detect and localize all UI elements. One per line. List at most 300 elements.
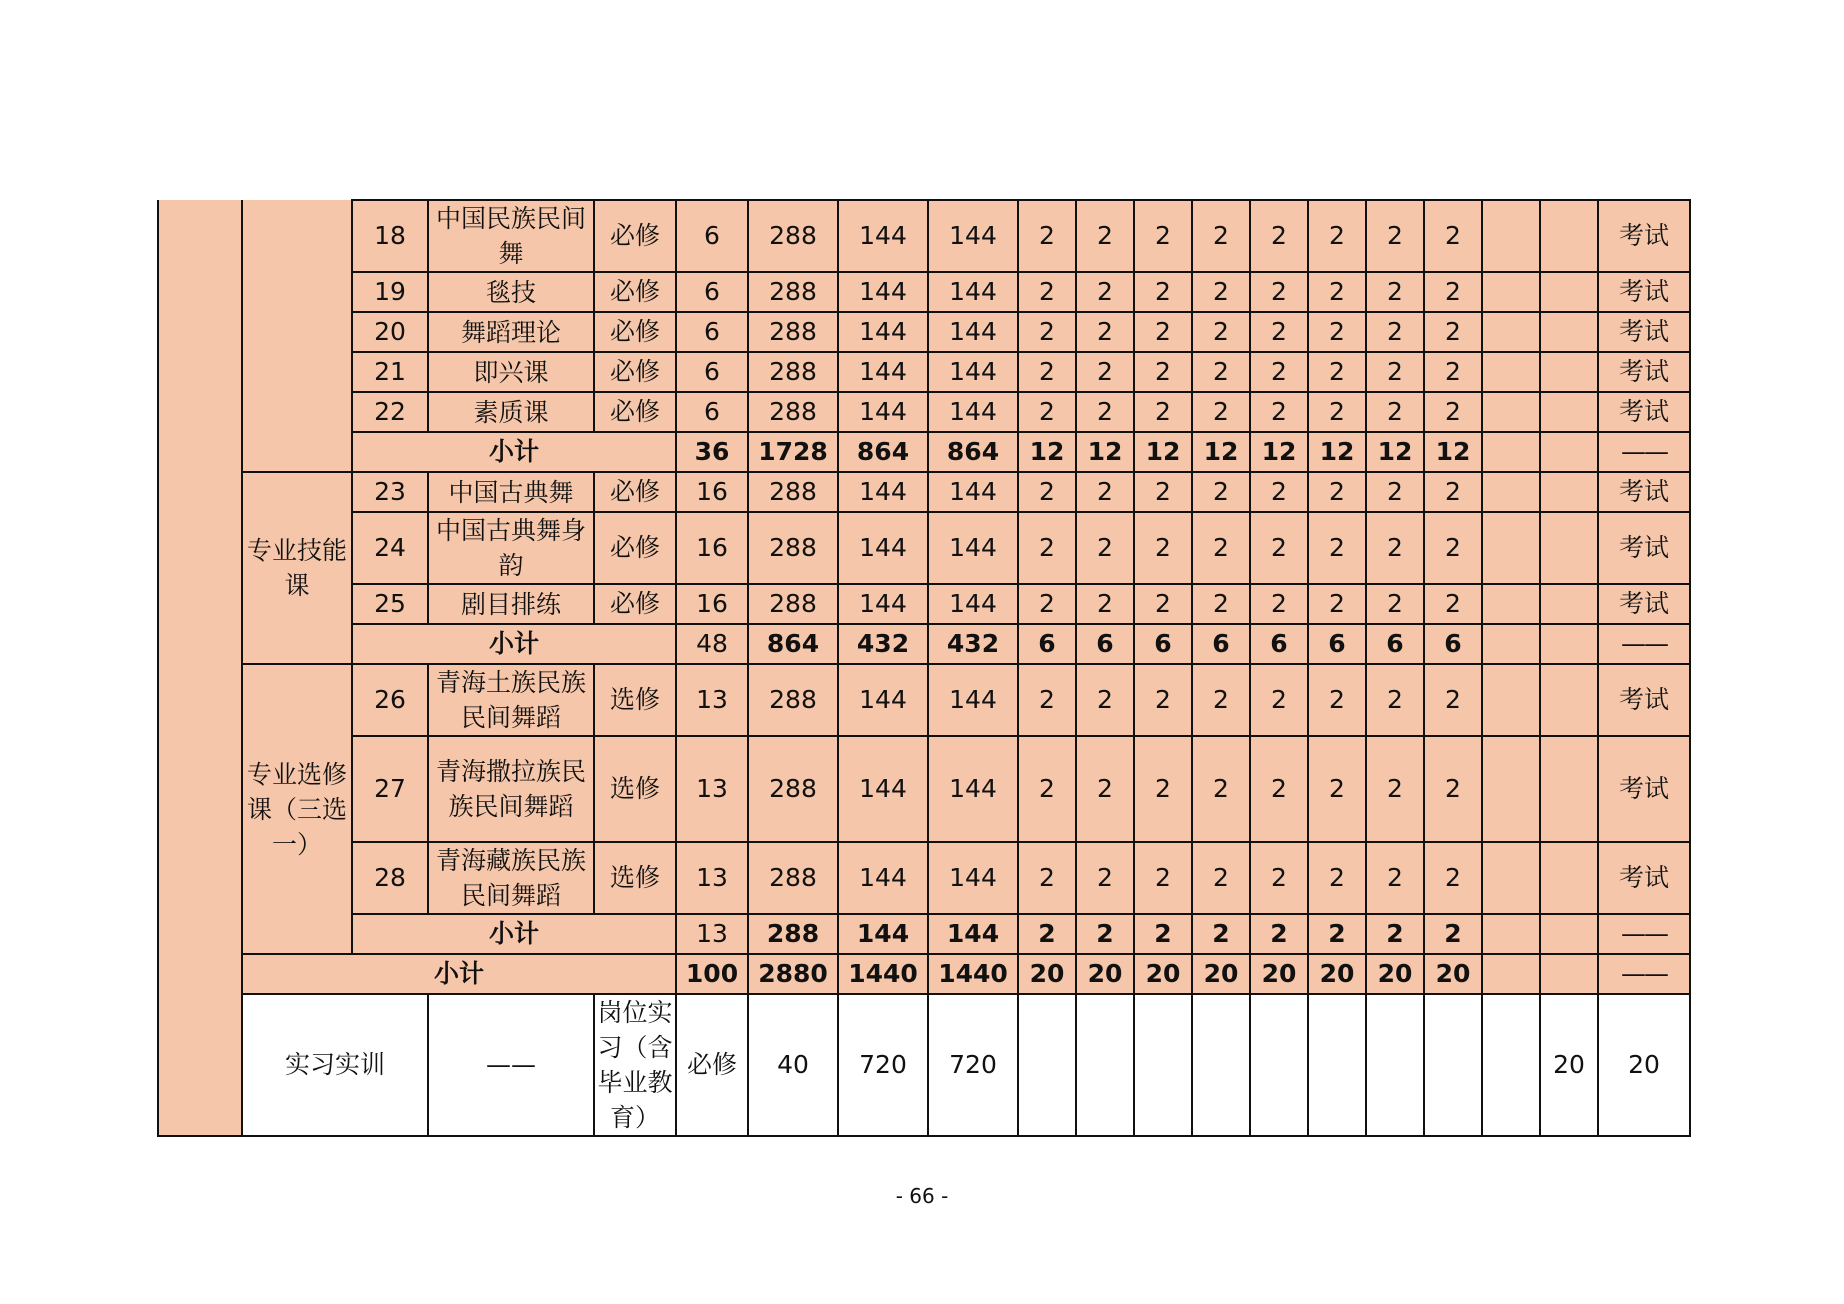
course-row — [158, 842, 1690, 914]
weekly-hours: 2 — [1308, 842, 1366, 914]
theory-hours: 144 — [838, 584, 928, 624]
category-label: 实习实训 — [242, 994, 428, 1136]
assessment-method: —— — [1598, 432, 1690, 472]
weekly-hours — [1482, 584, 1540, 624]
weekly-hours — [1540, 432, 1598, 472]
weekly-hours: 2 — [1424, 472, 1482, 512]
weekly-hours — [1540, 954, 1598, 994]
practice-hours: 144 — [928, 664, 1018, 736]
weekly-hours: 2 — [1250, 472, 1308, 512]
course-name: 毯技 — [428, 272, 594, 312]
course-name: 青海藏族民族民间舞蹈 — [428, 842, 594, 914]
weekly-hours — [1308, 994, 1366, 1136]
course-type: 必修 — [594, 200, 676, 272]
theory-hours: 144 — [838, 512, 928, 584]
course-type: 必修 — [594, 312, 676, 352]
course-name: 中国古典舞身韵 — [428, 512, 594, 584]
weekly-hours: 2 — [1076, 914, 1134, 954]
internship-row — [158, 994, 1690, 1136]
weekly-hours: 20 — [1540, 994, 1598, 1136]
weekly-hours: 2 — [1076, 472, 1134, 512]
weekly-hours: 2 — [1192, 312, 1250, 352]
course-row — [158, 352, 1690, 392]
weekly-hours: 2 — [1018, 200, 1076, 272]
course-number: 18 — [352, 200, 428, 272]
course-row — [158, 272, 1690, 312]
total-hours: 288 — [748, 512, 838, 584]
course-type: 选修 — [594, 664, 676, 736]
practice-hours: 144 — [928, 392, 1018, 432]
practice-hours: 144 — [928, 312, 1018, 352]
weekly-hours — [1482, 664, 1540, 736]
course-type: 必修 — [594, 272, 676, 312]
weekly-hours: 2 — [1076, 584, 1134, 624]
category-band — [158, 200, 242, 1136]
course-number: 26 — [352, 664, 428, 736]
weekly-hours: 6 — [1424, 624, 1482, 664]
course-name: 中国民族民间舞 — [428, 200, 594, 272]
weekly-hours: 2 — [1018, 736, 1076, 842]
weekly-hours: 2 — [1018, 312, 1076, 352]
weekly-hours: 20 — [1192, 954, 1250, 994]
assessment-method: 考试 — [1598, 512, 1690, 584]
theory-hours: 144 — [838, 200, 928, 272]
weekly-hours: 2 — [1192, 584, 1250, 624]
course-type: 选修 — [594, 842, 676, 914]
theory-hours: 144 — [838, 472, 928, 512]
course-name: 舞蹈理论 — [428, 312, 594, 352]
weekly-hours: 2 — [1424, 914, 1482, 954]
weekly-hours: 2 — [1076, 736, 1134, 842]
weekly-hours: 12 — [1366, 432, 1424, 472]
assessment-method: —— — [1598, 914, 1690, 954]
weekly-hours: 2 — [1366, 272, 1424, 312]
credits: 6 — [676, 392, 748, 432]
theory-hours: 144 — [838, 272, 928, 312]
weekly-hours: 6 — [1308, 624, 1366, 664]
total-hours: 288 — [748, 272, 838, 312]
weekly-hours: 2 — [1308, 512, 1366, 584]
course-type: 选修 — [594, 736, 676, 842]
weekly-hours: 2 — [1424, 392, 1482, 432]
weekly-hours: 2 — [1018, 272, 1076, 312]
weekly-hours: 2 — [1424, 584, 1482, 624]
weekly-hours: 2 — [1250, 664, 1308, 736]
weekly-hours: 2 — [1250, 312, 1308, 352]
course-row — [158, 472, 1690, 512]
weekly-hours: 2 — [1424, 312, 1482, 352]
course-name: 青海撒拉族民族民间舞蹈 — [428, 736, 594, 842]
weekly-hours: 2 — [1192, 842, 1250, 914]
credits: 48 — [676, 624, 748, 664]
weekly-hours: 2 — [1134, 914, 1192, 954]
total-hours: 288 — [748, 472, 838, 512]
practice-hours: 864 — [928, 432, 1018, 472]
weekly-hours: 2 — [1134, 842, 1192, 914]
weekly-hours: 2 — [1366, 392, 1424, 432]
weekly-hours — [1482, 512, 1540, 584]
assessment-method: 考试 — [1598, 472, 1690, 512]
assessment-method: 考试 — [1598, 392, 1690, 432]
weekly-hours — [1366, 994, 1424, 1136]
weekly-hours: 2 — [1308, 664, 1366, 736]
weekly-hours: 2 — [1308, 352, 1366, 392]
weekly-hours — [1540, 914, 1598, 954]
weekly-hours — [1540, 584, 1598, 624]
course-number: —— — [428, 994, 594, 1136]
weekly-hours: 2 — [1366, 512, 1424, 584]
total-hours: 1728 — [748, 432, 838, 472]
weekly-hours — [1540, 664, 1598, 736]
weekly-hours — [1482, 954, 1540, 994]
weekly-hours: 6 — [1250, 624, 1308, 664]
weekly-hours: 12 — [1250, 432, 1308, 472]
weekly-hours: 2 — [1018, 914, 1076, 954]
weekly-hours — [1482, 200, 1540, 272]
total-hours: 720 — [838, 994, 928, 1136]
weekly-hours: 2 — [1076, 200, 1134, 272]
assessment-method: 考试 — [1598, 312, 1690, 352]
weekly-hours — [1482, 914, 1540, 954]
weekly-hours — [1482, 392, 1540, 432]
weekly-hours: 2 — [1134, 584, 1192, 624]
weekly-hours: 2 — [1308, 200, 1366, 272]
course-number: 23 — [352, 472, 428, 512]
weekly-hours — [1540, 512, 1598, 584]
weekly-hours — [1482, 994, 1540, 1136]
course-number: 22 — [352, 392, 428, 432]
weekly-hours: 2 — [1250, 842, 1308, 914]
total-hours: 864 — [748, 624, 838, 664]
weekly-hours — [1482, 624, 1540, 664]
theory-hours: 1440 — [838, 954, 928, 994]
weekly-hours: 2 — [1134, 664, 1192, 736]
course-name: 即兴课 — [428, 352, 594, 392]
subtotal-row — [158, 624, 1690, 664]
assessment-method: 考试 — [1598, 352, 1690, 392]
weekly-hours: 12 — [1018, 432, 1076, 472]
weekly-hours: 2 — [1424, 512, 1482, 584]
subtotal-row — [158, 954, 1690, 994]
weekly-hours: 2 — [1192, 736, 1250, 842]
theory-hours: 144 — [838, 664, 928, 736]
theory-hours: 720 — [928, 994, 1018, 1136]
weekly-hours: 2 — [1076, 312, 1134, 352]
weekly-hours: 2 — [1134, 312, 1192, 352]
weekly-hours — [1482, 272, 1540, 312]
theory-hours: 144 — [838, 392, 928, 432]
assessment-method: —— — [1598, 624, 1690, 664]
weekly-hours: 20 — [1076, 954, 1134, 994]
course-number: 19 — [352, 272, 428, 312]
weekly-hours: 2 — [1192, 200, 1250, 272]
practice-hours: 144 — [928, 736, 1018, 842]
weekly-hours: 2 — [1424, 664, 1482, 736]
weekly-hours — [1482, 312, 1540, 352]
weekly-hours: 2 — [1250, 392, 1308, 432]
credits: 100 — [676, 954, 748, 994]
practice-hours: 144 — [928, 200, 1018, 272]
weekly-hours: 12 — [1424, 432, 1482, 472]
weekly-hours — [1134, 994, 1192, 1136]
weekly-hours: 2 — [1076, 512, 1134, 584]
course-row — [158, 512, 1690, 584]
weekly-hours — [1482, 432, 1540, 472]
total-hours: 288 — [748, 312, 838, 352]
weekly-hours: 20 — [1134, 954, 1192, 994]
weekly-hours: 2 — [1134, 200, 1192, 272]
credits: 36 — [676, 432, 748, 472]
course-number: 20 — [352, 312, 428, 352]
course-row — [158, 392, 1690, 432]
course-name: 岗位实习（含毕业教育） — [594, 994, 676, 1136]
weekly-hours: 2 — [1076, 272, 1134, 312]
credits: 13 — [676, 914, 748, 954]
weekly-hours: 2 — [1366, 200, 1424, 272]
credits: 13 — [676, 842, 748, 914]
credits: 16 — [676, 584, 748, 624]
weekly-hours — [1540, 624, 1598, 664]
weekly-hours: 2 — [1018, 664, 1076, 736]
weekly-hours — [1482, 352, 1540, 392]
practice-hours: 144 — [928, 272, 1018, 312]
weekly-hours — [1540, 272, 1598, 312]
weekly-hours: 2 — [1018, 584, 1076, 624]
weekly-hours: 6 — [1018, 624, 1076, 664]
weekly-hours: 2 — [1424, 200, 1482, 272]
subtotal-label: 小计 — [352, 914, 676, 954]
theory-hours: 864 — [838, 432, 928, 472]
weekly-hours — [1482, 472, 1540, 512]
course-name: 中国古典舞 — [428, 472, 594, 512]
total-hours: 288 — [748, 842, 838, 914]
weekly-hours — [1540, 842, 1598, 914]
weekly-hours — [1540, 472, 1598, 512]
practice-hours — [1018, 994, 1076, 1136]
weekly-hours: 2 — [1366, 584, 1424, 624]
weekly-hours: 2 — [1192, 664, 1250, 736]
weekly-hours: 2 — [1250, 584, 1308, 624]
assessment-method: 考试 — [1598, 200, 1690, 272]
total-hours: 288 — [748, 736, 838, 842]
practice-hours: 144 — [928, 512, 1018, 584]
weekly-hours — [1482, 842, 1540, 914]
weekly-hours: 2 — [1192, 914, 1250, 954]
weekly-hours: 2 — [1250, 272, 1308, 312]
weekly-hours: 12 — [1076, 432, 1134, 472]
subtotal-label: 小计 — [242, 954, 676, 994]
weekly-hours: 2 — [1134, 392, 1192, 432]
weekly-hours: 2 — [1250, 512, 1308, 584]
weekly-hours: 2 — [1192, 392, 1250, 432]
weekly-hours — [1540, 392, 1598, 432]
subtotal-label: 小计 — [352, 432, 676, 472]
weekly-hours: 2 — [1192, 512, 1250, 584]
credits: 6 — [676, 200, 748, 272]
weekly-hours: 2 — [1366, 352, 1424, 392]
weekly-hours: 20 — [1308, 954, 1366, 994]
weekly-hours: 2 — [1308, 736, 1366, 842]
credits: 13 — [676, 664, 748, 736]
course-type: 必修 — [594, 352, 676, 392]
weekly-hours: 2 — [1018, 512, 1076, 584]
weekly-hours: 20 — [1250, 954, 1308, 994]
curriculum-table — [157, 199, 1691, 1137]
course-type: 必修 — [676, 994, 748, 1136]
course-row — [158, 584, 1690, 624]
weekly-hours: 12 — [1134, 432, 1192, 472]
assessment-method: 考试 — [1598, 272, 1690, 312]
weekly-hours: 20 — [1366, 954, 1424, 994]
weekly-hours — [1540, 352, 1598, 392]
weekly-hours — [1482, 736, 1540, 842]
weekly-hours: 20 — [1424, 954, 1482, 994]
practice-hours: 144 — [928, 472, 1018, 512]
total-hours: 288 — [748, 914, 838, 954]
weekly-hours: 12 — [1192, 432, 1250, 472]
theory-hours: 144 — [838, 914, 928, 954]
weekly-hours: 2 — [1076, 842, 1134, 914]
theory-hours: 144 — [838, 736, 928, 842]
theory-hours: 432 — [838, 624, 928, 664]
weekly-hours: 2 — [1424, 272, 1482, 312]
weekly-hours: 2 — [1192, 472, 1250, 512]
subtotal-row — [158, 914, 1690, 954]
course-type: 必修 — [594, 512, 676, 584]
credits: 6 — [676, 272, 748, 312]
weekly-hours: 2 — [1250, 352, 1308, 392]
weekly-hours: 2 — [1018, 472, 1076, 512]
weekly-hours: 6 — [1134, 624, 1192, 664]
weekly-hours: 6 — [1366, 624, 1424, 664]
course-group-band — [242, 200, 352, 472]
practice-hours: 432 — [928, 624, 1018, 664]
course-name: 剧目排练 — [428, 584, 594, 624]
page-number: - 66 - — [895, 1184, 949, 1208]
practice-hours: 144 — [928, 352, 1018, 392]
theory-hours: 144 — [838, 842, 928, 914]
weekly-hours: 2 — [1308, 914, 1366, 954]
course-group-label: 专业技能课 — [242, 472, 352, 664]
course-number: 24 — [352, 512, 428, 584]
weekly-hours: 2 — [1366, 736, 1424, 842]
credits: 16 — [676, 512, 748, 584]
total-hours: 288 — [748, 392, 838, 432]
credits: 16 — [676, 472, 748, 512]
weekly-hours: 2 — [1366, 664, 1424, 736]
weekly-hours: 2 — [1076, 392, 1134, 432]
weekly-hours — [1424, 994, 1482, 1136]
weekly-hours: 2 — [1134, 472, 1192, 512]
subtotal-row — [158, 432, 1690, 472]
weekly-hours: 2 — [1308, 312, 1366, 352]
course-row — [158, 664, 1690, 736]
theory-hours: 144 — [838, 312, 928, 352]
credits: 6 — [676, 352, 748, 392]
weekly-hours: 2 — [1076, 664, 1134, 736]
weekly-hours: 2 — [1134, 512, 1192, 584]
practice-hours: 144 — [928, 584, 1018, 624]
weekly-hours: 2 — [1308, 584, 1366, 624]
course-number: 25 — [352, 584, 428, 624]
weekly-hours: 2 — [1250, 736, 1308, 842]
weekly-hours: 2 — [1424, 352, 1482, 392]
theory-hours: 144 — [838, 352, 928, 392]
weekly-hours: 2 — [1018, 842, 1076, 914]
course-group-label: 专业选修课（三选一） — [242, 664, 352, 954]
total-hours: 288 — [748, 664, 838, 736]
credits: 13 — [676, 736, 748, 842]
weekly-hours: 2 — [1308, 472, 1366, 512]
weekly-hours: 2 — [1250, 914, 1308, 954]
weekly-hours: 2 — [1366, 472, 1424, 512]
weekly-hours: 2 — [1134, 272, 1192, 312]
weekly-hours: 2 — [1424, 842, 1482, 914]
practice-hours: 144 — [928, 914, 1018, 954]
weekly-hours: 2 — [1018, 392, 1076, 432]
weekly-hours: 2 — [1308, 272, 1366, 312]
weekly-hours — [1540, 312, 1598, 352]
curriculum-table-body — [158, 200, 1690, 1136]
weekly-hours — [1192, 994, 1250, 1136]
weekly-hours: 2 — [1192, 272, 1250, 312]
weekly-hours: 2 — [1192, 352, 1250, 392]
weekly-hours: 6 — [1076, 624, 1134, 664]
total-hours: 288 — [748, 200, 838, 272]
course-type: 必修 — [594, 584, 676, 624]
weekly-hours — [1076, 994, 1134, 1136]
total-hours: 288 — [748, 584, 838, 624]
weekly-hours: 2 — [1366, 914, 1424, 954]
course-row — [158, 200, 1690, 272]
weekly-hours: 2 — [1134, 352, 1192, 392]
weekly-hours: 2 — [1308, 392, 1366, 432]
course-number: 27 — [352, 736, 428, 842]
credits: 40 — [748, 994, 838, 1136]
credits: 6 — [676, 312, 748, 352]
subtotal-label: 小计 — [352, 624, 676, 664]
weekly-hours: 2 — [1076, 352, 1134, 392]
weekly-hours: 20 — [1598, 994, 1690, 1136]
course-row — [158, 312, 1690, 352]
practice-hours: 144 — [928, 842, 1018, 914]
course-number: 21 — [352, 352, 428, 392]
course-number: 28 — [352, 842, 428, 914]
course-name: 素质课 — [428, 392, 594, 432]
weekly-hours: 20 — [1018, 954, 1076, 994]
weekly-hours: 2 — [1366, 312, 1424, 352]
weekly-hours — [1540, 200, 1598, 272]
course-type: 必修 — [594, 472, 676, 512]
assessment-method: 考试 — [1598, 842, 1690, 914]
practice-hours: 1440 — [928, 954, 1018, 994]
course-type: 必修 — [594, 392, 676, 432]
assessment-method: 考试 — [1598, 584, 1690, 624]
course-row — [158, 736, 1690, 842]
weekly-hours: 2 — [1366, 842, 1424, 914]
course-name: 青海土族民族民间舞蹈 — [428, 664, 594, 736]
total-hours: 2880 — [748, 954, 838, 994]
weekly-hours: 6 — [1192, 624, 1250, 664]
assessment-method: 考试 — [1598, 736, 1690, 842]
total-hours: 288 — [748, 352, 838, 392]
weekly-hours — [1250, 994, 1308, 1136]
assessment-method: 考试 — [1598, 664, 1690, 736]
weekly-hours: 2 — [1134, 736, 1192, 842]
assessment-method: —— — [1598, 954, 1690, 994]
weekly-hours — [1540, 736, 1598, 842]
weekly-hours: 12 — [1308, 432, 1366, 472]
